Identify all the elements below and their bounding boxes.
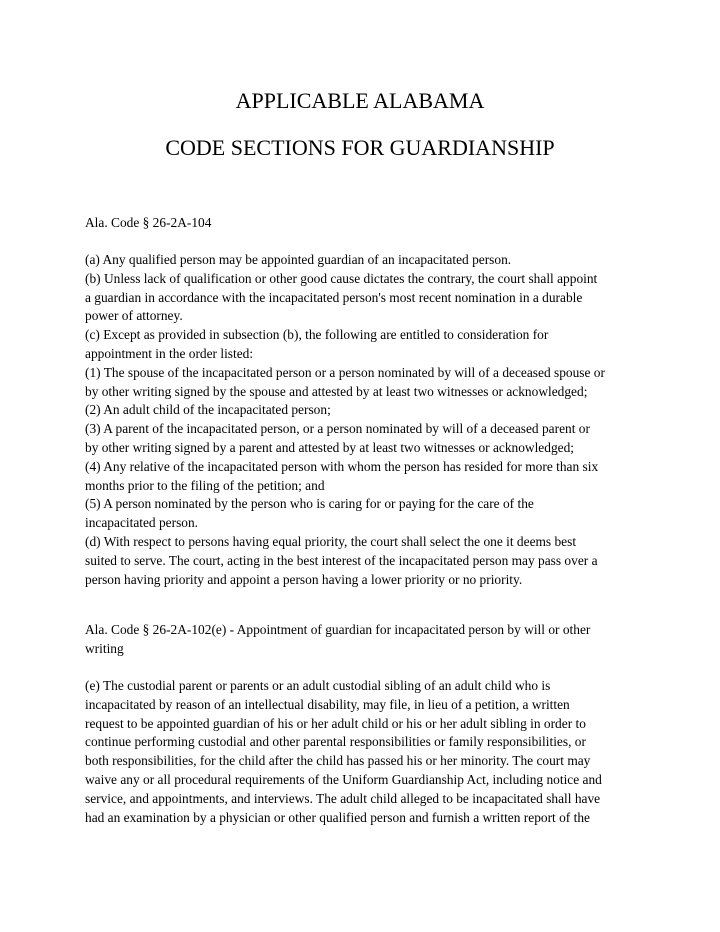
citation-text: Ala. Code § 26-2A-104 xyxy=(85,215,212,230)
body-line: (a) Any qualified person may be appointed guardian of an incapacitated person. xyxy=(85,252,512,267)
section-1-body xyxy=(85,251,645,589)
section-2-heading xyxy=(85,621,645,659)
body-line: a guardian in accordance with the incapacitated person's most recent nomination in a durable xyxy=(85,289,583,305)
body-line: continue performing custodial and other parental responsibilities or family responsibilities, or xyxy=(85,734,586,750)
section-2-body xyxy=(85,677,645,827)
body-line: (1) The spouse of the incapacitated person or a person nominated by will of a deceased spouse or xyxy=(85,364,605,380)
body-line: service, and appointments, and interviews. The adult child alleged to be incapacitated shall have xyxy=(85,790,601,806)
body-line: power of attorney. xyxy=(85,308,183,324)
body-line: by other writing signed by a parent and attested by at least two witnesses or acknowledged; xyxy=(85,439,575,455)
body-line: both responsibilities, for the child after the child has passed his or her minority. The court may xyxy=(85,753,591,769)
heading-line: Ala. Code § 26-2A-102(e) - Appointment of guardian for incapacitated person by will or other xyxy=(85,622,591,637)
body-line: waive any or all procedural requirements of the Uniform Guardianship Act, including notice and xyxy=(85,771,602,787)
body-line: incapacitated person. xyxy=(85,515,199,531)
body-line: had an examination by a physician or other qualified person and furnish a written report of the xyxy=(85,809,590,825)
body-line: suited to serve. The court, acting in the best interest of the incapacitated person may pass over a xyxy=(85,552,598,568)
body-line: (e) The custodial parent or parents or an adult custodial sibling of an adult child who is xyxy=(85,678,551,693)
body-line: (4) Any relative of the incapacitated person with whom the person has resided for more than six xyxy=(85,458,599,474)
body-line: (3) A parent of the incapacitated person, or a person nominated by will of a deceased parent or xyxy=(85,421,590,437)
body-line: request to be appointed guardian of his or her adult child or his or her adult sibling in order to xyxy=(85,715,586,731)
body-line: (d) With respect to persons having equal priority, the court shall select the one it deems best xyxy=(85,533,577,549)
body-line: (c) Except as provided in subsection (b), the following are entitled to consideration for xyxy=(85,327,549,343)
heading-line: writing xyxy=(85,640,124,656)
body-line: (b) Unless lack of qualification or other good cause dictates the contrary, the court shall appoint xyxy=(85,270,598,286)
body-line: by other writing signed by the spouse and attested by at least two witnesses or acknowledged; xyxy=(85,383,588,399)
section-1-citation xyxy=(85,214,645,233)
body-line: appointment in the order listed: xyxy=(85,345,254,361)
document-title-line-2: CODE SECTIONS FOR GUARDIANSHIP xyxy=(165,135,555,160)
document-title-line-1: APPLICABLE ALABAMA xyxy=(235,88,485,113)
body-line: (5) A person nominated by the person who is caring for or paying for the care of the xyxy=(85,496,534,512)
body-line: months prior to the filing of the petition; and xyxy=(85,477,325,493)
body-line: person having priority and appoint a person having a lower priority or no priority. xyxy=(85,571,523,587)
body-line: incapacitated by reason of an intellectual disability, may file, in lieu of a petition, a written xyxy=(85,696,570,712)
body-line: (2) An adult child of the incapacitated person; xyxy=(85,402,331,418)
